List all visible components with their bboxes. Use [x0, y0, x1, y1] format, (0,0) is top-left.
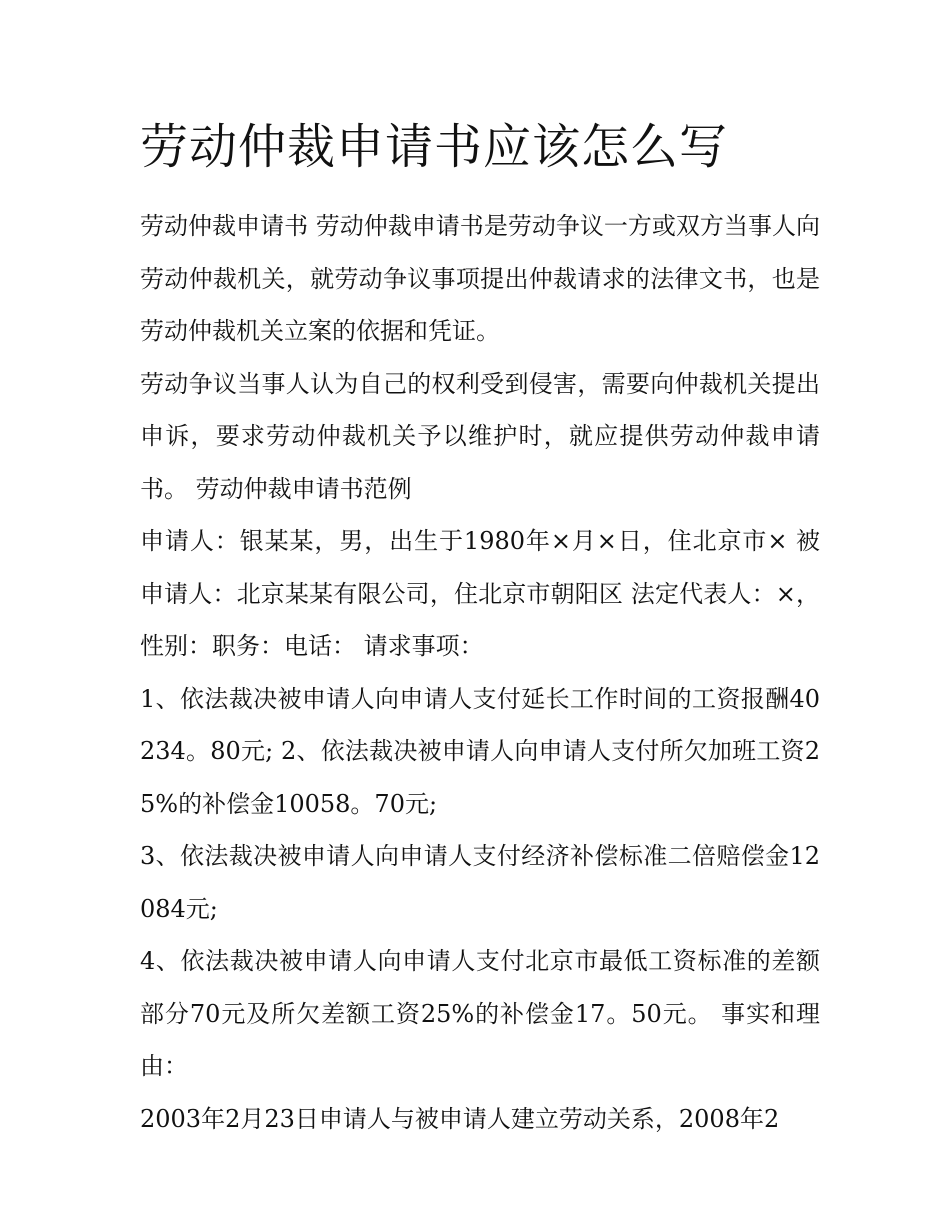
paragraph-parties: 申请人：银某某，男，出生于1980年×月×日，住北京市× 被申请人：北京某某有限公司，住北京市朝阳区 法定代表人：×，性别：职务：电话： 请求事项： [140, 527, 820, 660]
document-title: 劳动仲裁申请书应该怎么写 [140, 119, 729, 175]
paragraph-claim-3: 3、依法裁决被申请人向申请人支付经济补偿标准二倍赔偿金12084元; [140, 842, 820, 923]
paragraph-list [140, 200, 820, 1145]
paragraph-claim-1-2: 1、依法裁决被申请人向申请人支付延长工作时间的工资报酬40234。80元; 2、依法裁决被申请人向申请人支付所欠加班工资25%的补偿金10058。70元; [140, 684, 820, 818]
paragraph-purpose: 劳动争议当事人认为自己的权利受到侵害，需要向仲裁机关提出申诉，要求劳动仲裁机关予以维护时，就应提供劳动仲裁申请书。 劳动仲裁申请书范例 [140, 369, 820, 503]
document-body [140, 112, 820, 1145]
paragraph-intro: 劳动仲裁申请书 劳动仲裁申请书是劳动争议一方或双方当事人向劳动仲裁机关，就劳动争议事项提出仲裁请求的法律文书，也是劳动仲裁机关立案的依据和凭证。 [140, 212, 820, 345]
paragraph-claim-4: 4、依法裁决被申请人向申请人支付北京市最低工资标准的差额部分70元及所欠差额工资25%的补偿金17。50元。 事实和理由： [140, 947, 820, 1080]
paragraph-facts: 2003年2月23日申请人与被申请人建立劳动关系，2008年2 [140, 1104, 780, 1133]
